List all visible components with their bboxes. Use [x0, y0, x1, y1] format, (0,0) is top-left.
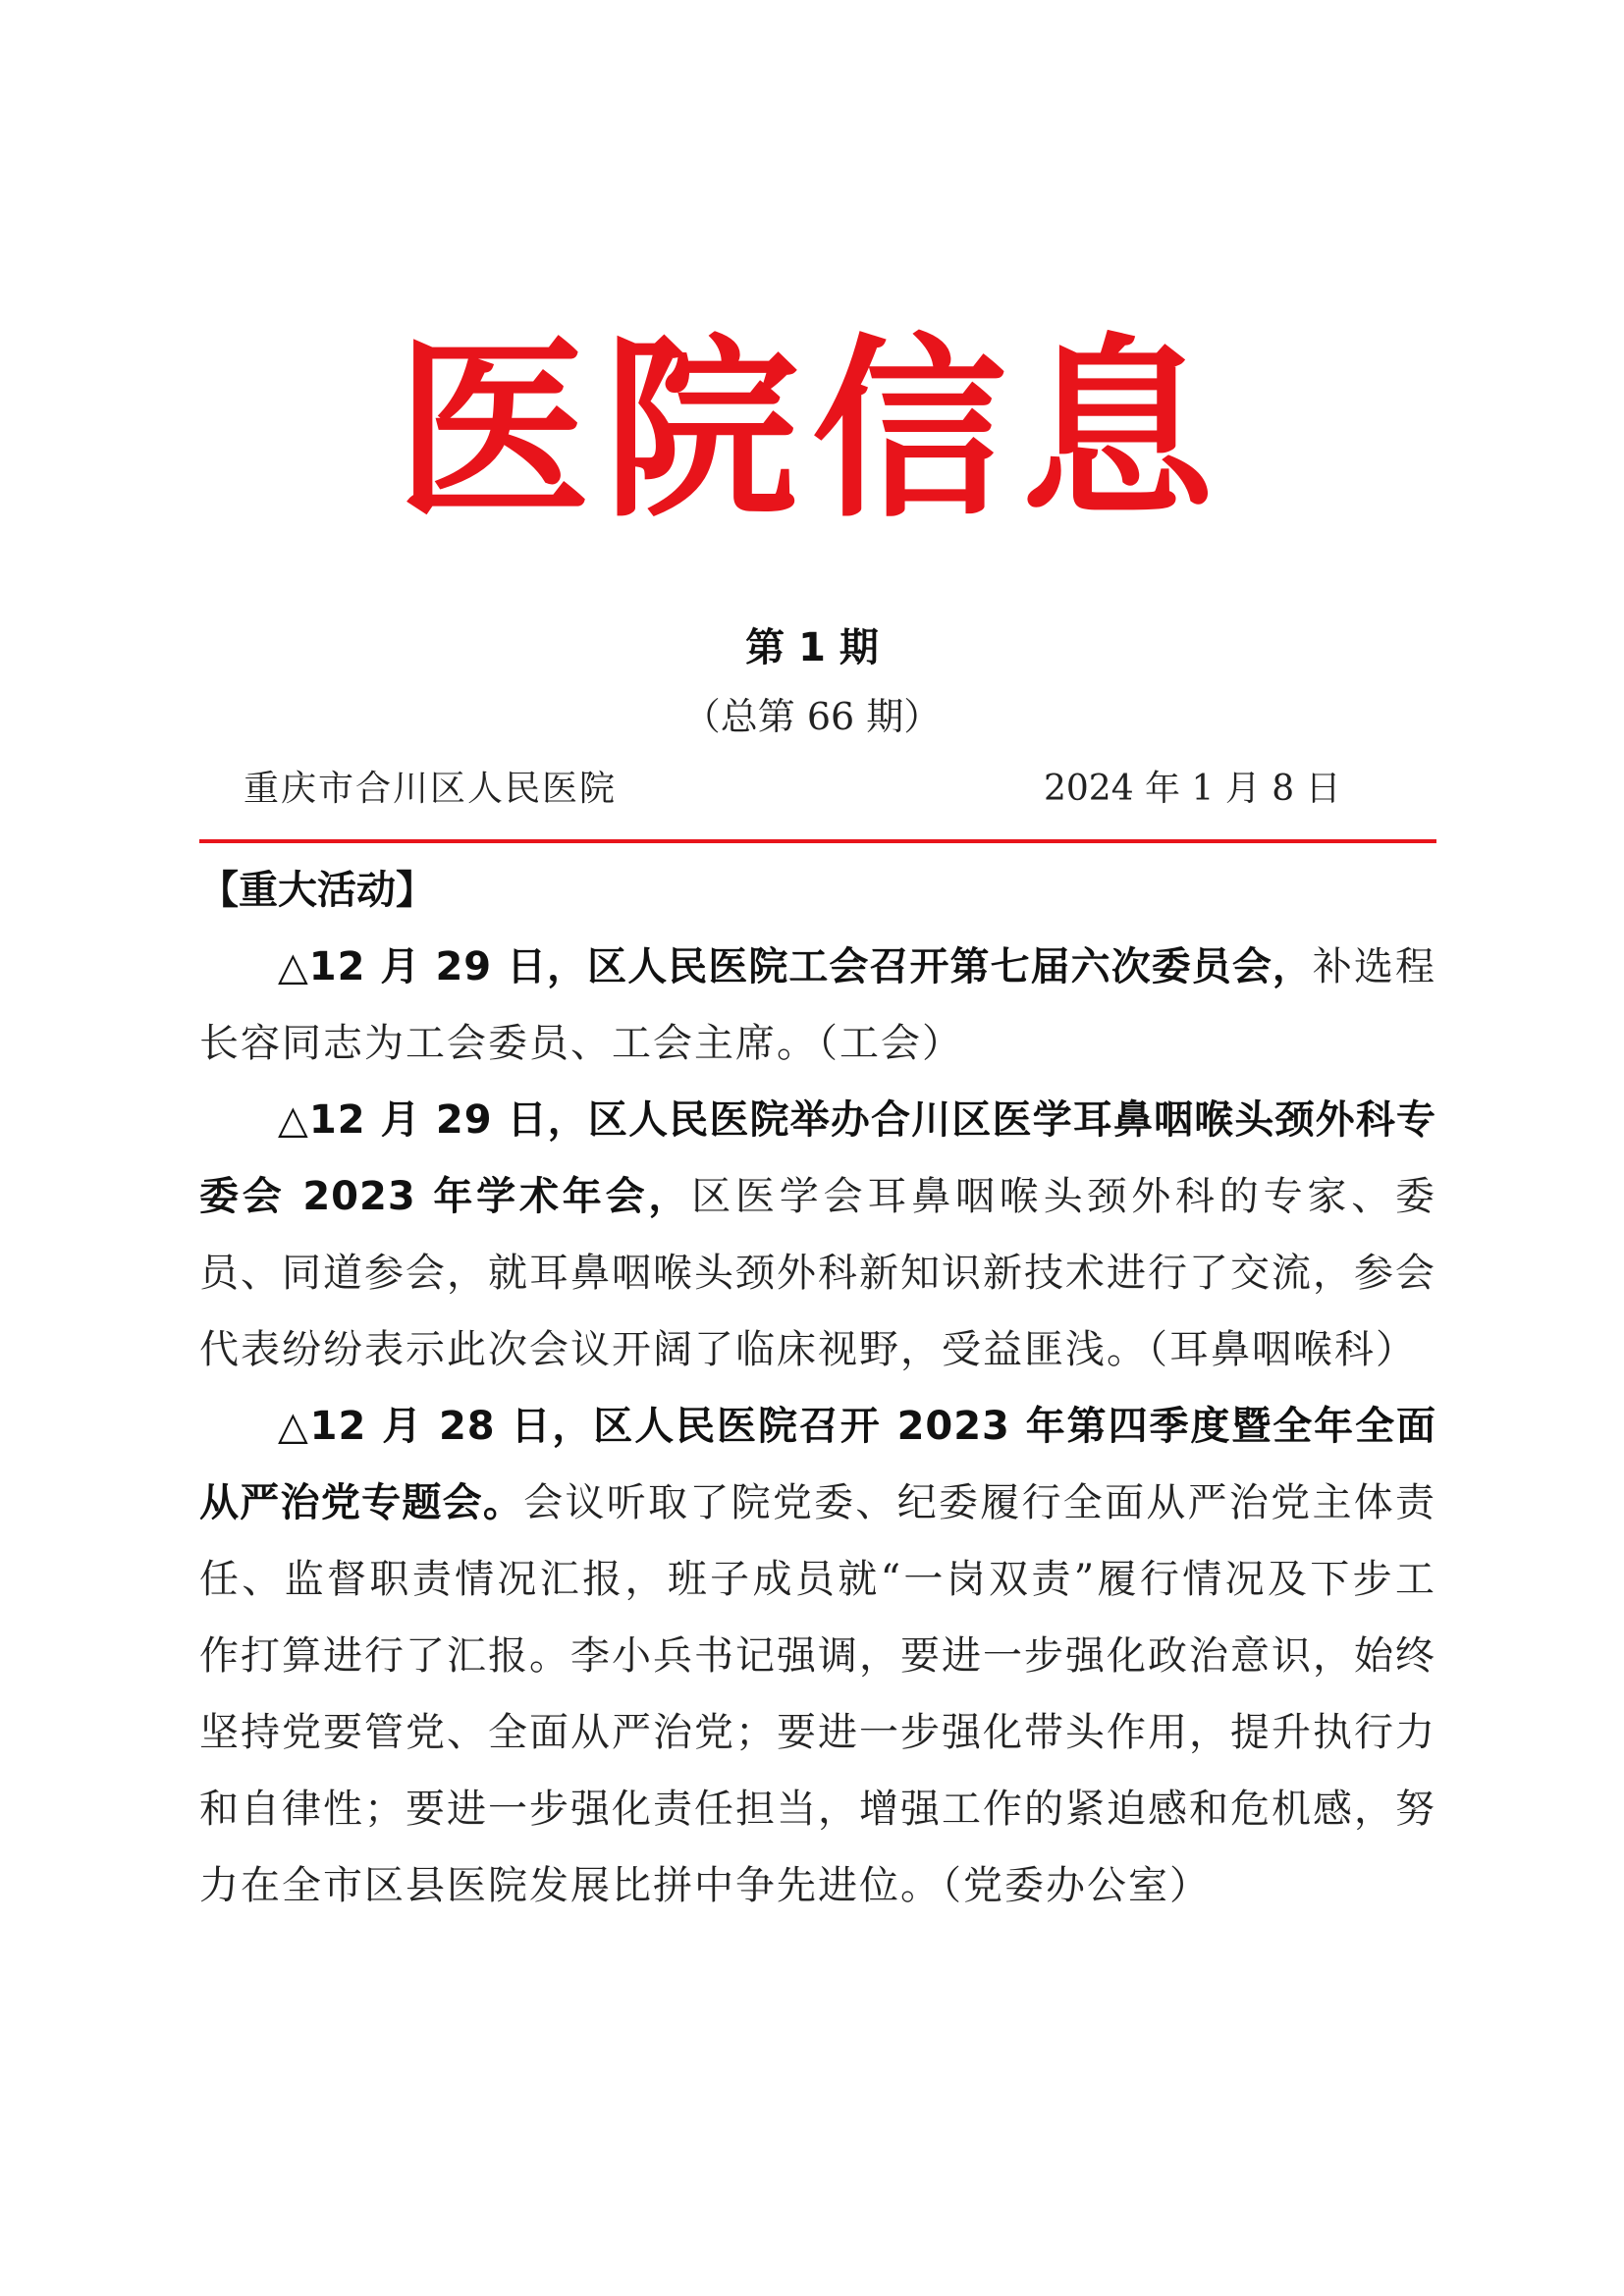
publisher-name: 重庆市合川区人民医院: [244, 769, 618, 809]
issue-number: 第 1 期: [745, 625, 879, 670]
newsletter-body: [199, 852, 1436, 1924]
publication-date: 2024 年 1 月 8 日: [1044, 769, 1341, 809]
article-lead: △12 月 29 日，区人民医院举办合川区医学耳鼻咽喉头颈外科专委会 2023 年学术年会，: [199, 1097, 1436, 1219]
section-heading: 【重大活动】: [199, 868, 435, 913]
article-item: [199, 929, 1436, 1082]
header-divider: [199, 839, 1436, 843]
article-lead: △12 月 29 日，区人民医院工会召开第七届六次委员会，: [278, 944, 1313, 989]
issue-total: （总第 66 期）: [682, 695, 942, 738]
article-body: 会议听取了院党委、纪委履行全面从严治党主体责任、监督职责情况汇报，班子成员就“一岗双责”履行情况及下步工作打算进行了汇报。李小兵书记强调，要进一步强化政治意识，始终坚持党要管党、全面从严治党；要进一步强化带头作用，提升执行力和自律性；要进一步强化责任担当，增强工作的紧迫感和危机感，努力在全市区县医院发展比拼中争先进位。（党委办公室）: [199, 1480, 1437, 1908]
article-item: [199, 1388, 1436, 1924]
article-item: [199, 1082, 1436, 1388]
masthead-title: 医院信息: [396, 315, 1228, 544]
article-body: 区医学会耳鼻咽喉头颈外科的专家、委员、同道参会，就耳鼻咽喉头颈外科新知识新技术进行了交流，参会代表纷纷表示此次会议开阔了临床视野，受益匪浅。（耳鼻咽喉科）: [199, 1174, 1436, 1372]
article-lead: △12 月 28 日，区人民医院召开 2023 年第四季度暨全年全面从严治党专题会。: [199, 1404, 1436, 1525]
article-body: 补选程长容同志为工会委员、工会主席。（工会）: [199, 944, 1437, 1066]
